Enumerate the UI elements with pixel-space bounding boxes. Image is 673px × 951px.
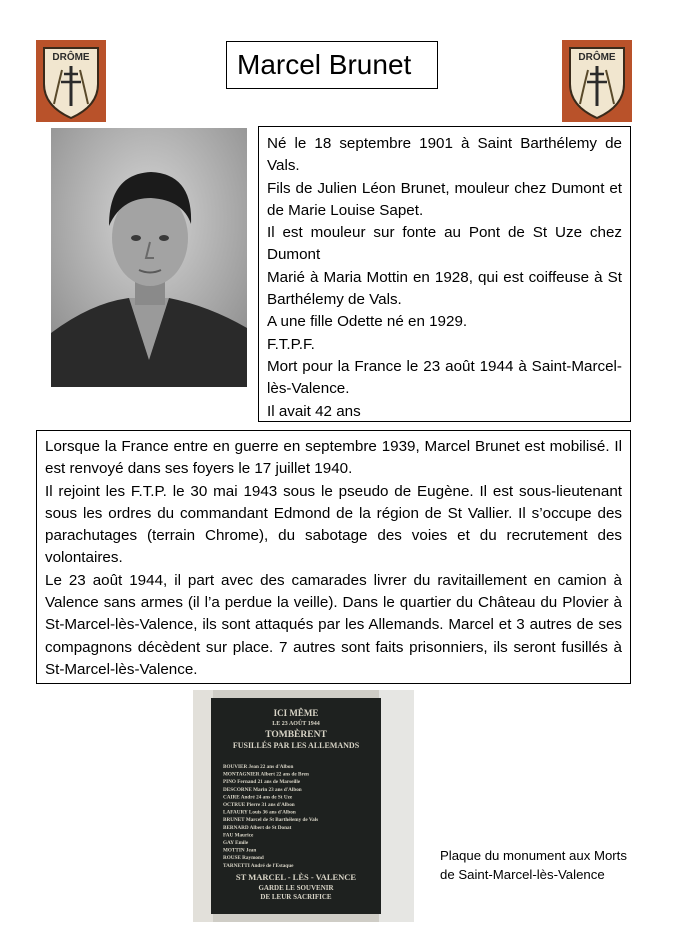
emblem-text: DRÔME	[578, 52, 616, 63]
plaque-name-line: ROUSE Raymond	[223, 855, 264, 862]
plaque-header-line: TOMBÈRENT	[265, 730, 327, 740]
story-box	[36, 430, 631, 684]
bio-line: Mort pour la France le 23 août 1944 à Saint-Marcel-lès-Valence.	[267, 357, 622, 398]
bio-line: Il est mouleur sur fonte au Pont de St Uze chez Dumont	[267, 224, 622, 264]
plaque-name-line: BOUVIER Jean 22 ans d'Albon	[223, 764, 294, 770]
plaque-name-line: DESCORNE Marin 23 ans d'Albon	[223, 786, 302, 793]
bio-line: Né le 18 septembre 1901 à Saint Barthélemy de Vals.	[267, 135, 622, 175]
plaque-name-line: BERNARD Albert de St Donat	[223, 824, 292, 831]
drome-emblem-left	[36, 40, 106, 122]
plaque-caption: Plaque du monument aux Morts de Saint-Marcel-lès-Valence	[440, 848, 627, 882]
plaque-name-line: BRUNET Marcel de St Barthélemy de Vals	[223, 817, 319, 824]
cross-of-lorraine-shield-icon	[36, 40, 106, 122]
biography-box	[258, 126, 631, 422]
bio-line: Il avait 42 ans	[267, 402, 361, 420]
drome-emblem-right	[562, 40, 632, 122]
plaque-footer-line: ST MARCEL - LÈS - VALENCE	[235, 872, 357, 882]
story-paragraph: Lorsque la France entre en guerre en septembre 1939, Marcel Brunet est mobilisé. Il est renvoyé dans ses foyers le 17 juillet 1940.	[45, 438, 622, 478]
bio-line: Marié à Maria Mottin en 1928, qui est coiffeuse à St Barthélemy de Vals.	[267, 268, 622, 309]
story-paragraph: Le 23 août 1944, il part avec des camarades livrer du ravitaillement en camion à Valence sans armes (il l’a perdue la veille). Dans le quartier du Château du Plovier à St-Marcel-lès-Valence, ils sont attaqués par les Allemands. Marcel et 3 autres de ses compagnons décèdent sur place. 7 autres sont faits prisonniers, ils seront fusillés à St-Marcel-lès-Valence.	[45, 571, 622, 678]
page-title: Marcel Brunet	[226, 41, 438, 89]
emblem-text: DRÔME	[52, 52, 90, 63]
plaque-name-line: FAU Maurice	[223, 832, 254, 839]
cross-of-lorraine-shield-icon	[562, 40, 632, 122]
plaque-name-line: MOTTIN Jean	[223, 847, 257, 854]
bio-line: A une fille Odette né en 1929.	[267, 313, 468, 331]
portrait-photo	[51, 128, 247, 387]
plaque-header-line: ICI MÊME	[273, 708, 319, 718]
bio-line: Fils de Julien Léon Brunet, mouleur chez Dumont et de Marie Louise Sapet.	[267, 179, 622, 219]
plaque-name-line: GAY Emile	[223, 840, 249, 846]
story-paragraph: Il rejoint les F.T.P. le 30 mai 1943 sous le pseudo de Eugène. Il est sous-lieutenant sous les ordres du commandant Edmond de la région de St Vallier. Il s’occupe des parachutages (terrain Chrome), du sabotage des voies et du recrutement des volontaires.	[45, 482, 622, 567]
plaque-header-line: FUSILLÉS PAR LES ALLEMANDS	[232, 741, 360, 750]
memorial-plaque-photo	[193, 690, 414, 922]
plaque-name-line: MONTAGNIER Albert 22 ans de Bren	[223, 771, 309, 778]
bio-line: F.T.P.F.	[267, 335, 315, 353]
plaque-header-line: LE 23 AOÛT 1944	[272, 721, 320, 727]
plaque-name-line: CAIRE André 24 ans de St Uze	[223, 794, 293, 801]
plaque-name-line: LAFAURY Louis 36 ans d'Albon	[223, 809, 296, 816]
plaque-name-line: TARNETTI André de l'Estaque	[223, 862, 294, 869]
plaque-name-line: OCTRUE Pierre 31 ans d'Albon	[223, 802, 295, 808]
plaque-footer-line: DE LEUR SACRIFICE	[260, 893, 332, 901]
plaque-footer-line: GARDE LE SOUVENIR	[258, 884, 334, 892]
plaque-name-line: PINO Fernand 21 ans de Marseille	[223, 779, 301, 786]
